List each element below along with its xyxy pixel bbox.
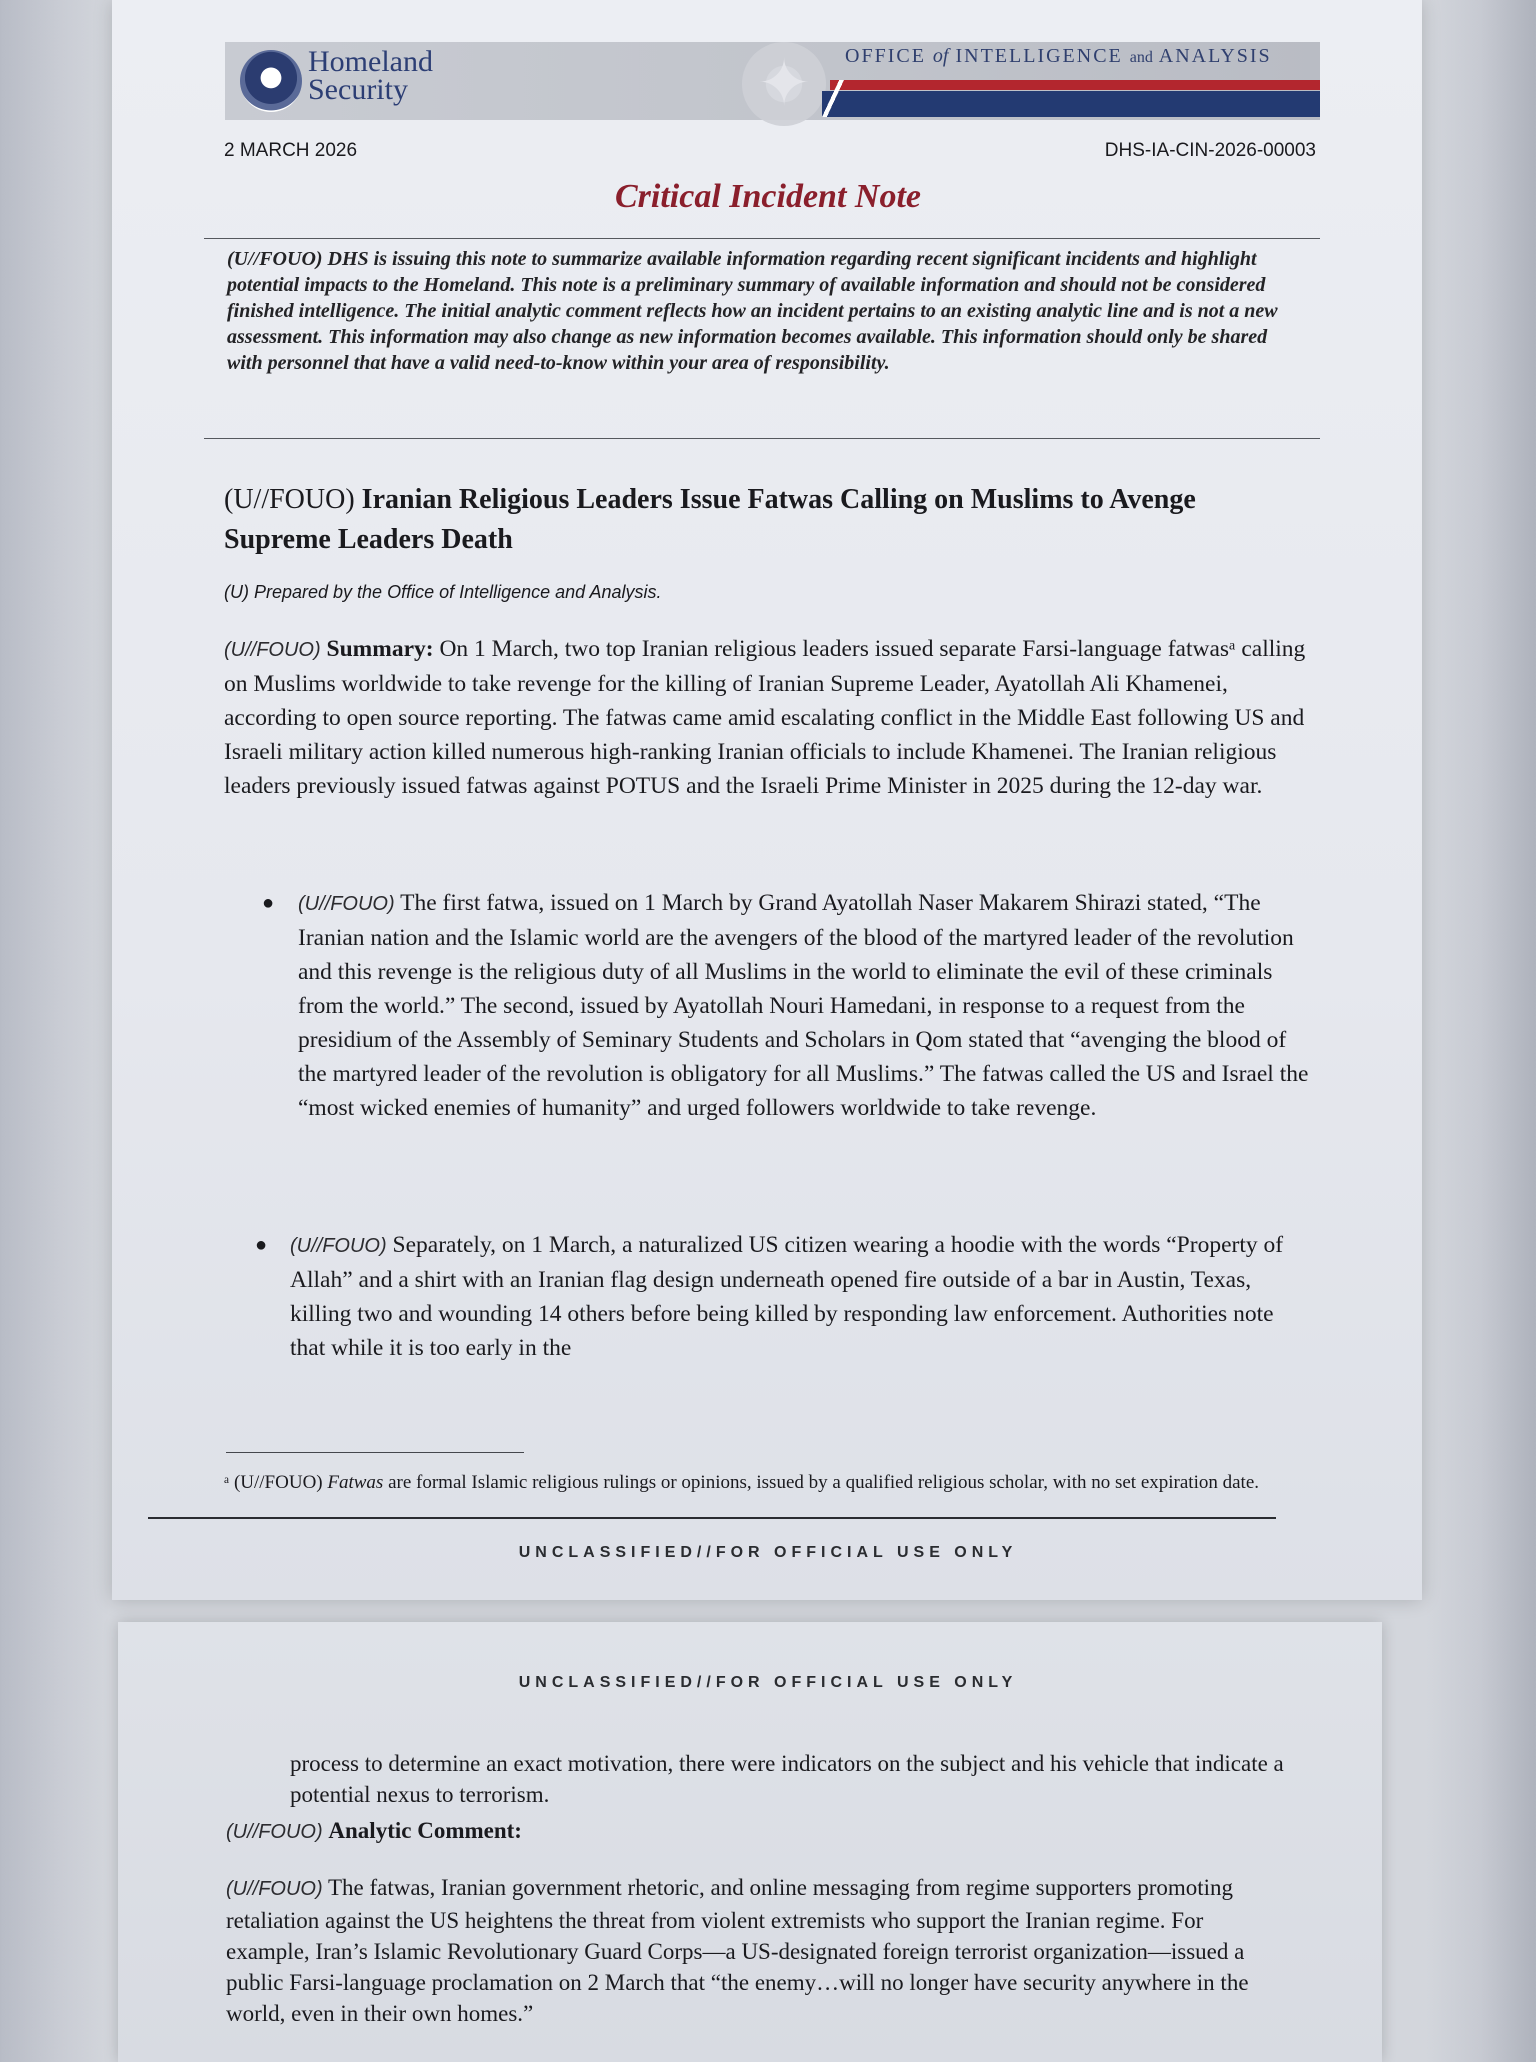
page2-classification-header: UNCLASSIFIED//FOR OFFICIAL USE ONLY [518, 1674, 1018, 1691]
bullet-item-1 [298, 886, 1318, 1125]
office-name [845, 45, 1272, 68]
analytic-comment-heading [226, 1818, 522, 1844]
analytic-comment-paragraph [226, 1872, 1266, 2029]
office-last: ANALYSIS [1158, 45, 1272, 67]
document-id: DHS-IA-CIN-2026-00003 [1104, 140, 1316, 161]
header-blue-stripe [822, 91, 1320, 117]
bullet-1-marking: (U//FOUO) [298, 893, 395, 915]
bullet-icon: ● [262, 892, 275, 914]
footer-rule [148, 1517, 1276, 1519]
classification-footer: UNCLASSIFIED//FOR OFFICIAL USE ONLY [518, 1544, 1018, 1561]
header-red-stripe [830, 80, 1320, 90]
analytic-text: The fatwas, Iranian government rhetoric, and online messaging from regime supporters promoting retaliation against the US heightens the threat from violent extremists who support the Iranian regime. For example, Iran’s Islamic Revolutionary Guard Corps—a US-designated foreign terrorist organization—issued a public Farsi-language proclamation on 2 March that “the enemy…will no longer have security anywhere in the world, even in their own homes.” [226, 1875, 1249, 2026]
bullet-2-text: Separately, on 1 March, a naturalized US citizen wearing a hoodie with the words “Property of Allah” and a shirt with an Iranian flag design underneath opened fire outside of a bar in Austin, Texas, killing two and wounding 14 others before being killed by responding law enforcement. Authorities note that while it is too early in the [290, 1232, 1284, 1361]
intro-disclaimer: (U//FOUO) DHS is issuing this note to summarize available information regarding recent significant incidents and highlight potential impacts to the Homeland. This note is a preliminary summary of available information and should not be considered finished intelligence. The initial analytic comment reflects how an incident pertains to an existing analytic line and is not a new assessment. This information may also change as new information becomes available. This information should only be shared with personnel that have a valid need-to-know within your area of responsibility. [227, 248, 1278, 374]
agency-logo-text [308, 45, 433, 106]
summary-marking: (U//FOUO) [224, 639, 321, 661]
office-and: and [1129, 49, 1153, 66]
intro-divider [204, 438, 1320, 439]
prepared-by-line: (U) Prepared by the Office of Intelligence and Analysis. [224, 582, 662, 602]
dhs-seal-icon [240, 50, 302, 112]
summary-text: On 1 March, two top Iranian religious leaders issued separate Farsi-language fatwasᵃ calling on Muslims worldwide to take revenge for the killing of Iranian Supreme Leader, Ayatollah Ali Khamenei, according to open source reporting. The fatwas came amid escalating conflict in the Middle East following US and Israeli military action killed numerous high-ranking Iranian officials to include Khamenei. The Iranian religious leaders previously issued fatwas against POTUS and the Israeli Prime Minister in 2025 during the 12-day war. [224, 636, 1306, 799]
analytic-para-marking: (U//FOUO) [226, 1878, 323, 1900]
footnote-divider [226, 1452, 524, 1453]
document-date: 2 MARCH 2026 [224, 140, 358, 161]
bullet-icon: ● [255, 1234, 268, 1256]
office-prefix: OFFICE [845, 45, 926, 67]
summary-label: Summary: [326, 636, 434, 662]
footnote [224, 1472, 1314, 1494]
heading-marking: (U//FOUO) [224, 484, 355, 515]
summary-paragraph [224, 632, 1314, 803]
agency-line-1: Homeland [308, 45, 433, 78]
article-heading [224, 480, 1304, 560]
footnote-marker: ᵃ [224, 1472, 230, 1493]
bullet-2-marking: (U//FOUO) [290, 1235, 387, 1257]
header-stripe-wedge [818, 80, 848, 117]
heading-text: Iranian Religious Leaders Issue Fatwas Calling on Muslims to Avenge Supreme Leaders Death [224, 484, 1196, 555]
analytic-label: Analytic Comment: [328, 1818, 522, 1843]
bullet-1-text: The first fatwa, issued on 1 March by Grand Ayatollah Naser Makarem Shirazi stated, “The Iranian nation and the Islamic world are the avengers of the blood of the martyred leader of the revolution and this revenge is the religious duty of all Muslims in the world to eliminate the evil of these criminals from the world.” The second, issued by Ayatollah Nouri Hamedani, in response to a request from the presidium of the Assembly of Seminary Students and Scholars in Qom stated that “avenging the blood of the martyred leader of the revolution is obligatory for all Muslims.” The fatwas called the US and Israel the “most wicked enemies of humanity” and urged followers worldwide to take revenge. [298, 890, 1309, 1121]
document-title: Critical Incident Note [615, 178, 921, 215]
title-divider [204, 238, 1320, 239]
analytic-marking: (U//FOUO) [226, 1821, 323, 1843]
bullet-item-2 [290, 1228, 1290, 1365]
footnote-marking: (U//FOUO) [233, 1472, 323, 1493]
footnote-term: Fatwas [327, 1472, 384, 1493]
office-of: of [932, 45, 949, 67]
page2-continuation: process to determine an exact motivation, there were indicators on the subject and his vehicle that indicate a potential nexus to terrorism. [290, 1751, 1284, 1807]
agency-line-2: Security [308, 73, 408, 106]
footnote-text: are formal Islamic religious rulings or opinions, issued by a qualified religious scholar, with no set expiration date. [388, 1472, 1260, 1493]
compass-emblem-icon: ✦ [742, 42, 826, 126]
office-suffix: INTELLIGENCE [955, 45, 1123, 67]
